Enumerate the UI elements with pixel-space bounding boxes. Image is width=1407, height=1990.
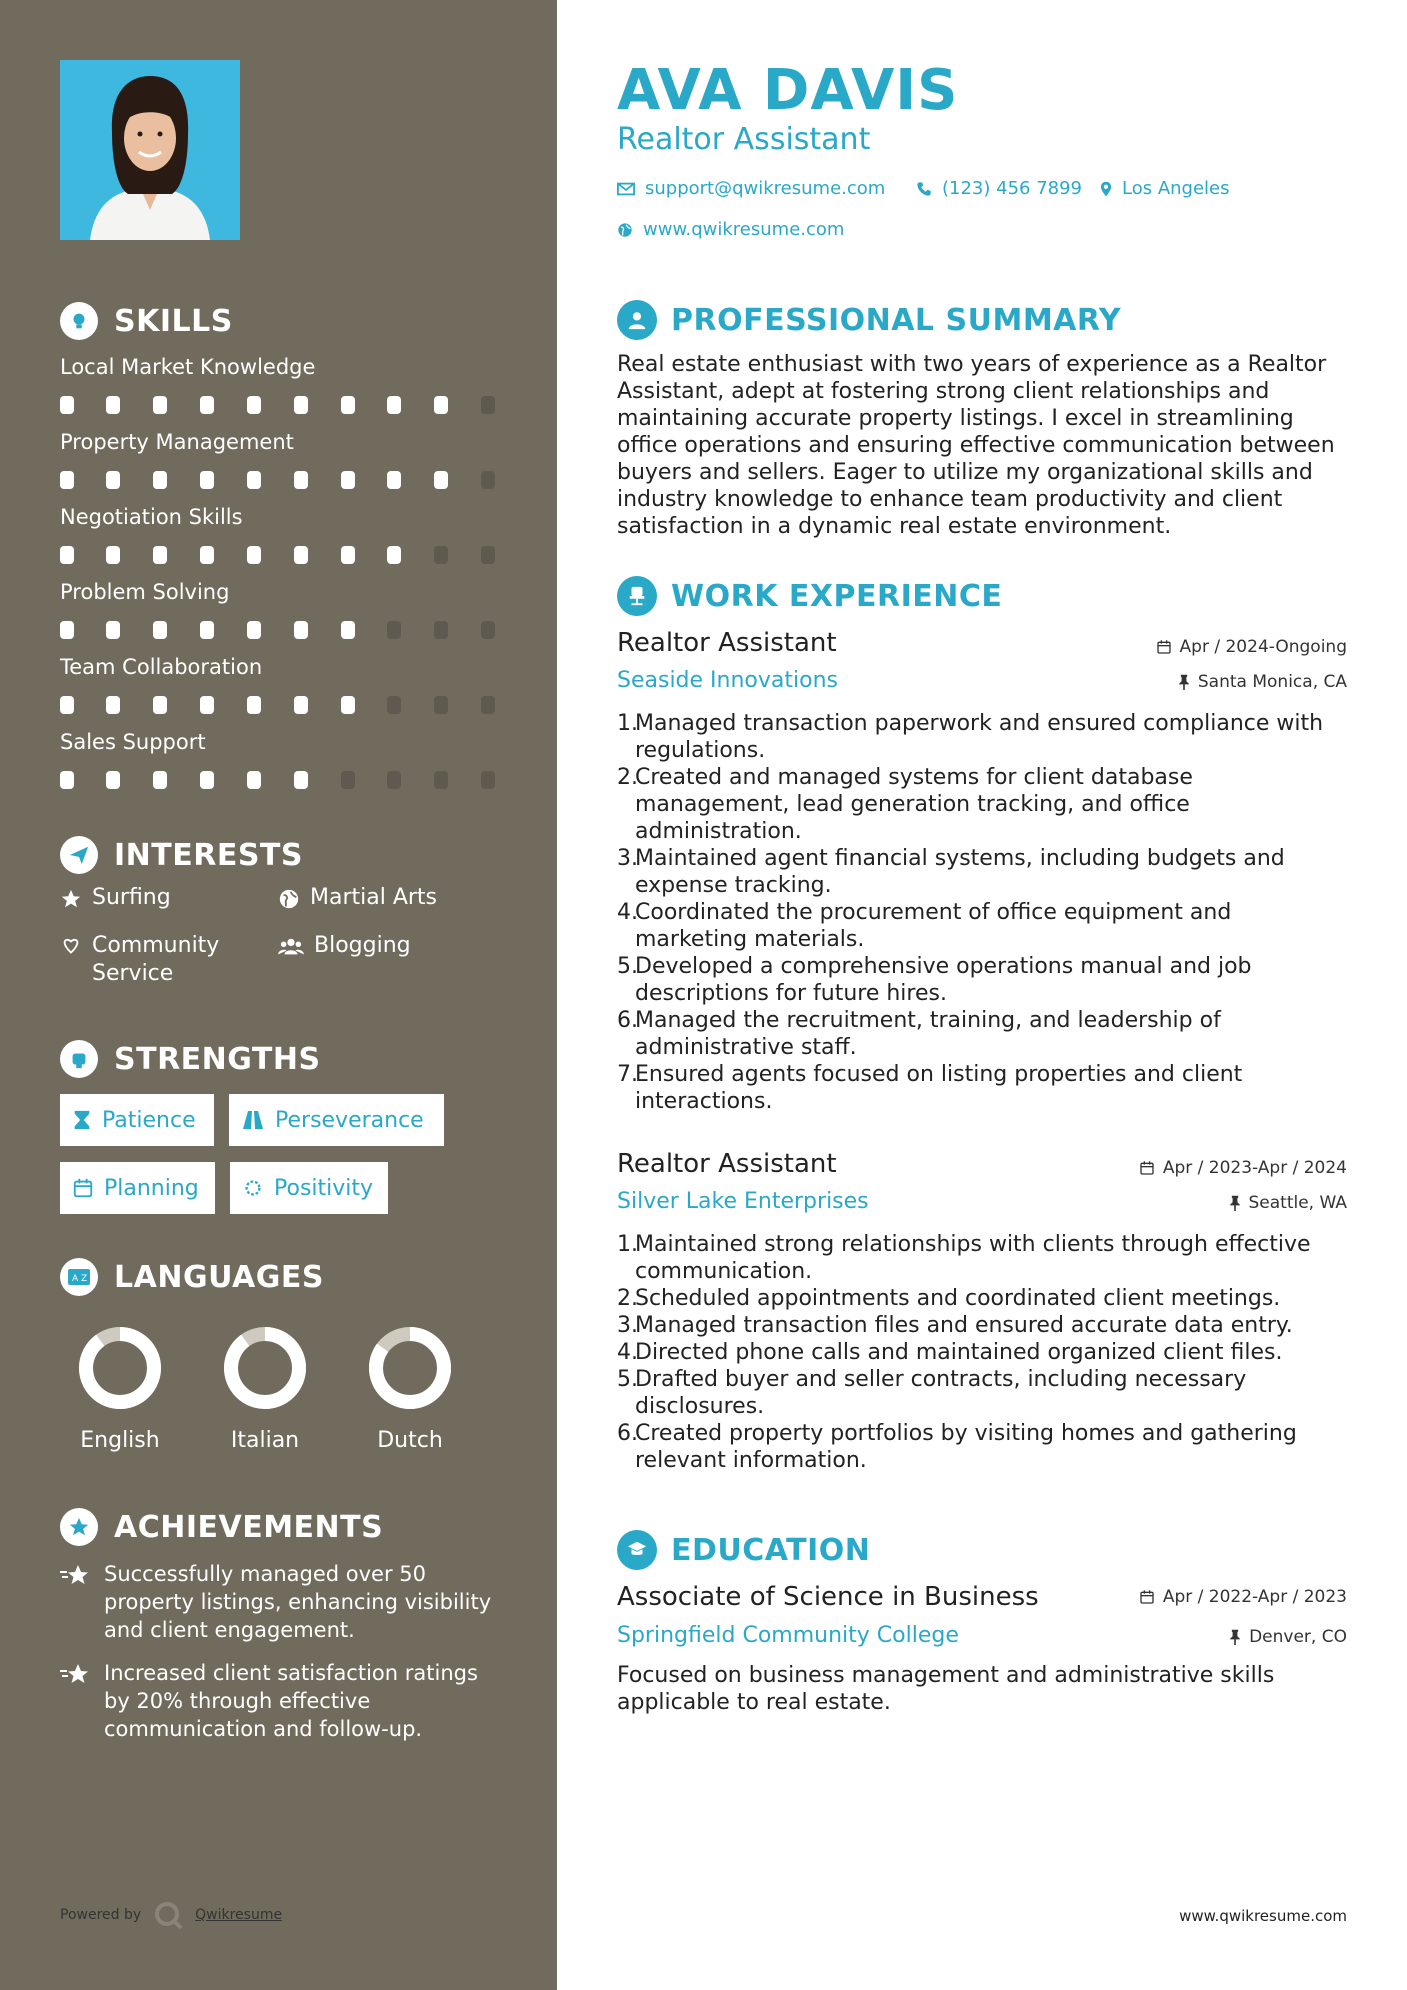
languages-title: LANGUAGES xyxy=(114,1259,324,1295)
skill-rating xyxy=(60,621,500,641)
phone-text: (123) 456 7899 xyxy=(942,178,1083,199)
qwikresume-logo-icon xyxy=(153,1900,183,1930)
strength-chip xyxy=(229,1094,444,1146)
calendar-icon xyxy=(1156,639,1172,655)
job-location-text: Santa Monica, CA xyxy=(1197,672,1347,692)
interest-label: Surfing xyxy=(92,885,171,910)
duty-item: Maintained strong relationships with clients through effective communication. xyxy=(635,1232,1311,1284)
skill-dot-filled xyxy=(60,696,74,714)
user-icon xyxy=(617,300,657,340)
job-title: Realtor Assistant xyxy=(617,1149,837,1179)
skill-dot-filled xyxy=(294,621,308,639)
skill-dot-filled xyxy=(247,471,261,489)
contact-email[interactable] xyxy=(617,178,885,199)
skill-row xyxy=(60,577,500,641)
skill-dot-filled xyxy=(247,696,261,714)
interest-item xyxy=(278,884,437,912)
summary-header xyxy=(617,300,1121,340)
calendar-icon xyxy=(72,1177,94,1199)
interests-header xyxy=(60,836,303,874)
skill-dot-filled xyxy=(60,771,74,789)
skill-dot-filled xyxy=(60,546,74,564)
duty-item: Created property portfolios by visiting homes and gathering relevant information. xyxy=(635,1421,1297,1473)
skill-dot-filled xyxy=(153,696,167,714)
duty-item: Ensured agents focused on listing properties and client interactions. xyxy=(635,1062,1243,1114)
skill-dot-filled xyxy=(60,471,74,489)
skill-dot-filled xyxy=(60,396,74,414)
achievements-title: ACHIEVEMENTS xyxy=(114,1509,384,1545)
skill-dot-filled xyxy=(153,621,167,639)
skill-dot-empty xyxy=(341,771,355,789)
pushpin-icon xyxy=(1229,1629,1241,1645)
skill-dot-filled xyxy=(387,546,401,564)
svg-text:A: A xyxy=(72,1274,79,1284)
office-chair-icon xyxy=(617,576,657,616)
hand-heart-icon xyxy=(60,936,82,958)
interest-label: Community Service xyxy=(92,933,220,986)
education-location xyxy=(1229,1627,1347,1647)
skill-dot-filled xyxy=(341,396,355,414)
skill-dot-empty xyxy=(434,546,448,564)
experience-title: WORK EXPERIENCE xyxy=(671,578,1003,614)
duty-item: Created and managed systems for client database management, lead generation tracking, and office administration. xyxy=(635,765,1193,844)
skill-dot-filled xyxy=(106,471,120,489)
skill-dot-filled xyxy=(200,621,214,639)
location-text: Los Angeles xyxy=(1122,178,1230,199)
skill-dot-filled xyxy=(200,696,214,714)
contact-website[interactable] xyxy=(617,219,844,240)
skill-dot-empty xyxy=(387,771,401,789)
skill-name: Property Management xyxy=(60,430,294,454)
education-dates-text: Apr / 2022-Apr / 2023 xyxy=(1162,1587,1347,1607)
powered-by-label: Powered by xyxy=(60,1907,142,1923)
interest-item xyxy=(278,932,411,960)
pushpin-icon xyxy=(1178,674,1190,690)
skill-rating xyxy=(60,696,500,716)
graduate-icon xyxy=(617,1530,657,1570)
skill-dot-filled xyxy=(387,471,401,489)
profile-photo xyxy=(60,60,240,240)
language-label: Dutch xyxy=(377,1428,443,1453)
skill-dot-empty xyxy=(434,696,448,714)
skills-title: SKILLS xyxy=(114,303,233,339)
skill-dot-empty xyxy=(434,621,448,639)
skill-dot-empty xyxy=(434,771,448,789)
candidate-role: Realtor Assistant xyxy=(617,122,871,157)
duty-item: Drafted buyer and seller contracts, including necessary disclosures. xyxy=(635,1367,1247,1419)
language-label: Italian xyxy=(230,1428,300,1453)
globe-icon xyxy=(278,888,300,910)
language-donut xyxy=(78,1326,162,1410)
envelope-icon xyxy=(617,182,635,196)
skill-dot-filled xyxy=(153,471,167,489)
road-icon xyxy=(241,1109,265,1131)
hourglass-icon xyxy=(72,1109,92,1131)
skill-dot-filled xyxy=(153,546,167,564)
skill-dot-filled xyxy=(247,621,261,639)
skill-rating xyxy=(60,396,500,416)
interest-item xyxy=(60,932,250,988)
skill-dot-filled xyxy=(341,696,355,714)
strength-label: Patience xyxy=(102,1107,196,1133)
achievement-text: Successfully managed over 50 property listings, enhancing visibility and client engagement. xyxy=(104,1562,492,1642)
footer-url[interactable]: www.qwikresume.com xyxy=(1179,1907,1347,1925)
users-icon xyxy=(278,936,304,958)
candidate-name: AVA DAVIS xyxy=(617,58,959,123)
skill-rating xyxy=(60,771,500,791)
strengths-title: STRENGTHS xyxy=(114,1041,321,1077)
language-donut xyxy=(368,1326,452,1410)
duty-item: Managed transaction paperwork and ensured compliance with regulations. xyxy=(635,711,1324,763)
skill-dot-empty xyxy=(481,771,495,789)
achievement-item xyxy=(60,1659,500,1743)
skill-dot-empty xyxy=(387,621,401,639)
skill-dot-filled xyxy=(153,771,167,789)
language-icon xyxy=(60,1258,98,1296)
job-company: Silver Lake Enterprises xyxy=(617,1189,869,1214)
education-location-text: Denver, CO xyxy=(1249,1627,1347,1647)
skill-dot-empty xyxy=(387,696,401,714)
skill-dot-filled xyxy=(434,396,448,414)
strength-chip xyxy=(60,1162,215,1214)
skill-dot-empty xyxy=(481,621,495,639)
strengths-header xyxy=(60,1040,321,1078)
duty-item: Directed phone calls and maintained organized client files. xyxy=(635,1340,1283,1365)
skill-dot-empty xyxy=(481,471,495,489)
skill-dot-filled xyxy=(200,471,214,489)
calendar-icon xyxy=(1139,1589,1155,1605)
skill-dot-empty xyxy=(481,396,495,414)
skill-name: Problem Solving xyxy=(60,580,230,604)
interest-label: Blogging xyxy=(314,933,411,958)
job-duties xyxy=(617,1231,1347,1474)
duty-item: Coordinated the procurement of office equipment and marketing materials. xyxy=(635,900,1232,952)
interests-title: INTERESTS xyxy=(114,837,303,873)
skill-dot-empty xyxy=(481,546,495,564)
job-dates-text: Apr / 2023-Apr / 2024 xyxy=(1162,1158,1347,1178)
job-title: Realtor Assistant xyxy=(617,628,837,658)
skill-dot-filled xyxy=(434,471,448,489)
lightbulb-icon xyxy=(60,302,98,340)
sidebar xyxy=(0,0,557,1990)
globe-icon xyxy=(617,222,633,238)
skill-dot-filled xyxy=(200,771,214,789)
duty-item: Maintained agent financial systems, including budgets and expense tracking. xyxy=(635,846,1285,898)
job-duties xyxy=(617,710,1347,1115)
map-pin-icon xyxy=(1100,181,1112,197)
skill-dot-filled xyxy=(341,621,355,639)
skills-header xyxy=(60,302,233,340)
skill-dot-filled xyxy=(387,396,401,414)
skill-dot-filled xyxy=(247,771,261,789)
interest-label: Martial Arts xyxy=(310,885,438,910)
email-text: support@qwikresume.com xyxy=(645,178,886,199)
language-donut xyxy=(223,1326,307,1410)
skill-dot-filled xyxy=(341,471,355,489)
job-location xyxy=(1178,672,1347,692)
skill-dot-filled xyxy=(294,396,308,414)
contact-location xyxy=(1100,178,1230,199)
degree-title: Associate of Science in Business xyxy=(617,1582,1039,1612)
skill-dot-filled xyxy=(106,621,120,639)
strength-label: Positivity xyxy=(274,1175,374,1201)
achievement-item xyxy=(60,1560,500,1644)
skill-dot-filled xyxy=(247,396,261,414)
skill-name: Team Collaboration xyxy=(60,655,263,679)
star-icon xyxy=(60,888,82,910)
achievement-text: Increased client satisfaction ratings by 20% through effective communication and follow-up. xyxy=(104,1661,478,1741)
skill-dot-filled xyxy=(294,771,308,789)
shooting-star-icon xyxy=(60,1562,92,1588)
duty-item: Scheduled appointments and coordinated client meetings. xyxy=(635,1286,1281,1311)
job-dates xyxy=(1156,637,1347,657)
skill-name: Local Market Knowledge xyxy=(60,355,316,379)
job-dates xyxy=(1139,1158,1347,1178)
svg-text:Z: Z xyxy=(81,1274,88,1284)
phone-icon xyxy=(916,181,932,197)
strength-chip xyxy=(230,1162,388,1214)
experience-header xyxy=(617,576,1002,616)
skill-dot-filled xyxy=(294,696,308,714)
achievements-header xyxy=(60,1508,383,1546)
skill-rating xyxy=(60,471,500,491)
skill-row xyxy=(60,427,500,491)
skill-rating xyxy=(60,546,500,566)
skill-row xyxy=(60,352,500,416)
job-location-text: Seattle, WA xyxy=(1248,1193,1347,1213)
skill-dot-filled xyxy=(247,546,261,564)
skill-dot-filled xyxy=(106,771,120,789)
skill-row xyxy=(60,727,500,791)
interest-item xyxy=(60,884,171,912)
skill-row xyxy=(60,502,500,566)
skill-dot-filled xyxy=(294,471,308,489)
summary-title: PROFESSIONAL SUMMARY xyxy=(671,302,1122,338)
paper-plane-icon xyxy=(60,836,98,874)
strength-label: Perseverance xyxy=(275,1107,424,1133)
website-text: www.qwikresume.com xyxy=(643,219,845,240)
duty-item: Developed a comprehensive operations manual and job descriptions for future hires. xyxy=(635,954,1252,1006)
skill-dot-filled xyxy=(200,546,214,564)
star-badge-icon xyxy=(60,1508,98,1546)
job-dates-text: Apr / 2024-Ongoing xyxy=(1179,637,1347,657)
education-text: Focused on business management and administrative skills applicable to real estate. xyxy=(617,1663,1275,1715)
job-location xyxy=(1229,1193,1348,1213)
skill-name: Negotiation Skills xyxy=(60,505,243,529)
qwikresume-link[interactable]: Qwikresume xyxy=(195,1907,283,1923)
job-company: Seaside Innovations xyxy=(617,668,838,693)
skill-name: Sales Support xyxy=(60,730,206,754)
duty-item: Managed the recruitment, training, and leadership of administrative staff. xyxy=(635,1008,1221,1060)
languages-header xyxy=(60,1258,324,1296)
language-label: English xyxy=(80,1428,160,1453)
pushpin-icon xyxy=(1229,1195,1241,1211)
strength-chip xyxy=(60,1094,214,1146)
skill-dot-filled xyxy=(153,396,167,414)
strength-label: Planning xyxy=(104,1175,199,1201)
skill-dot-filled xyxy=(294,546,308,564)
contact-phone[interactable] xyxy=(916,178,1082,199)
calendar-icon xyxy=(1139,1160,1155,1176)
skill-dot-filled xyxy=(341,546,355,564)
education-title: EDUCATION xyxy=(671,1532,871,1568)
skill-dot-filled xyxy=(106,696,120,714)
education-dates xyxy=(1139,1587,1347,1607)
powered-by xyxy=(60,1900,282,1930)
skill-dot-empty xyxy=(481,696,495,714)
sun-icon xyxy=(242,1177,264,1199)
duty-item: Managed transaction files and ensured accurate data entry. xyxy=(635,1313,1293,1338)
skill-dot-filled xyxy=(200,396,214,414)
school-name: Springfield Community College xyxy=(617,1623,959,1648)
fist-icon xyxy=(60,1040,98,1078)
skill-dot-filled xyxy=(106,546,120,564)
education-header xyxy=(617,1530,870,1570)
summary-text: Real estate enthusiast with two years of experience as a Realtor Assistant, adept at fostering strong client relationships and maintaining accurate property listings. I excel in streamlining office operations and ensuring effective communication between buyers and sellers. Eager to utilize my organizational skills and industry knowledge to enhance team productivity and client satisfaction in a dynamic real estate environment. xyxy=(617,352,1335,539)
skill-dot-filled xyxy=(106,396,120,414)
skill-row xyxy=(60,652,500,716)
skill-dot-filled xyxy=(60,621,74,639)
shooting-star-icon xyxy=(60,1661,92,1687)
